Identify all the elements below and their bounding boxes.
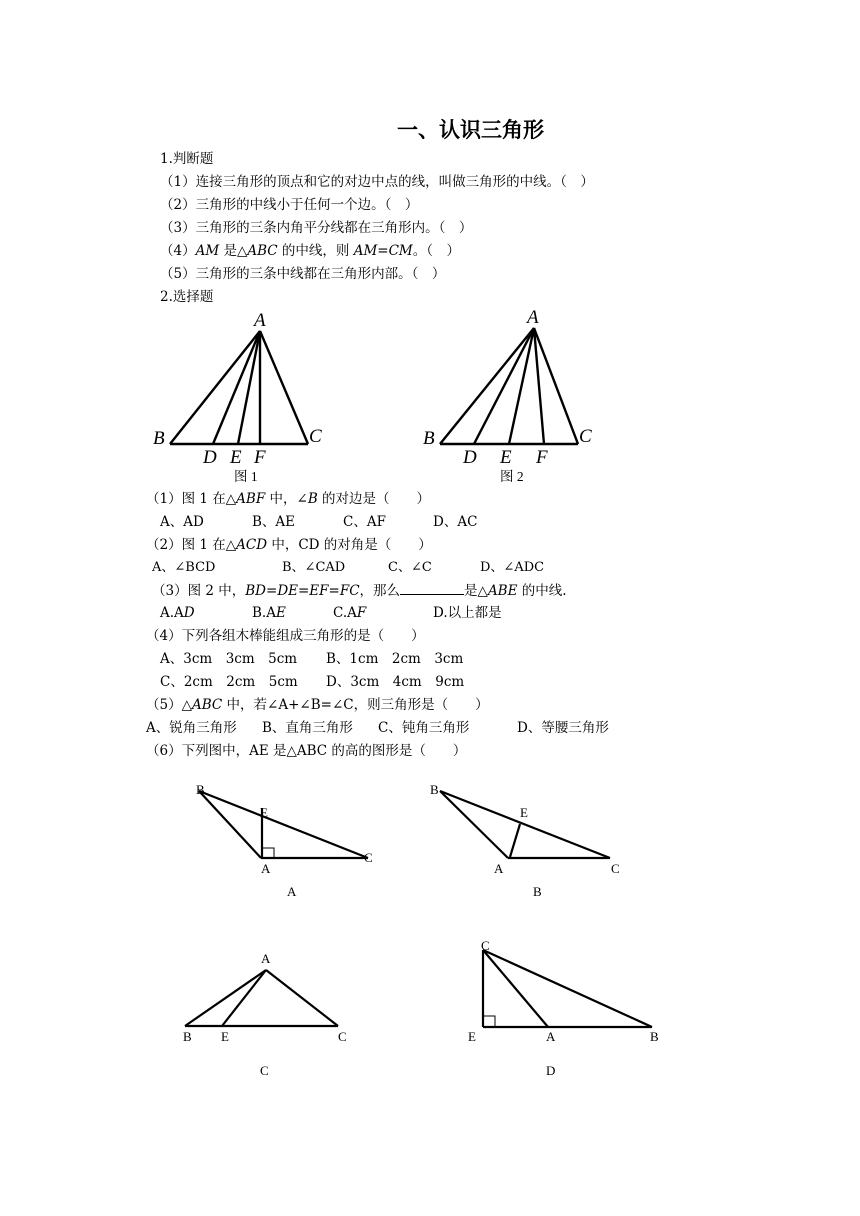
fig2-label-b: B (423, 428, 435, 449)
fig2-label-c: C (579, 426, 592, 447)
fig1-label-f: F (254, 447, 266, 468)
qb-label-e: E (520, 805, 528, 820)
s2-q5-opt-d: D、等腰三角形 (517, 720, 609, 736)
qd-caption: D (546, 1063, 556, 1078)
qb-label-a: A (494, 861, 504, 876)
s2-q3-opt-a: A.AD (160, 605, 195, 621)
section1-heading: 1.判断题 (160, 151, 214, 167)
s2-q3: （3）图 2 中，BD=DE=EF=FC，那么 是△ABE 的中线. (152, 583, 567, 599)
qa-label-b: B (196, 782, 205, 797)
s2-q6: （6）下列图中，AE 是△ABC 的高的图形是（ ） (146, 743, 467, 759)
s2-q4-opt-d: D、3cm 4cm 9cm (326, 674, 465, 690)
fig2-label-d: D (463, 447, 477, 468)
qc-label-c: C (338, 1029, 347, 1044)
qc-label-b: B (183, 1029, 192, 1044)
s1-q3: （3）三角形的三条内角平分线都在三角形内。（ ） (160, 220, 473, 236)
s1-q5: （5）三角形的三条中线都在三角形内部。（ ） (160, 266, 446, 282)
fig2-label-e: E (500, 447, 512, 468)
s2-q2-opt-c: C、∠C (388, 560, 432, 575)
qa-label-a: A (261, 861, 271, 876)
q6-figure-c (175, 948, 375, 1083)
section2-heading: 2.选择题 (160, 289, 214, 305)
qc-caption: C (260, 1063, 269, 1078)
s1-q2: （2）三角形的中线小于任何一个边。（ ） (160, 197, 419, 213)
figure-2 (420, 302, 610, 485)
figure-1 (150, 305, 340, 485)
fig1-label-d: D (203, 447, 217, 468)
s2-q2-opt-b: B、∠CAD (282, 560, 346, 575)
q6-figure-d (465, 935, 675, 1085)
s2-q3-opt-b: B.AE (252, 605, 286, 621)
s2-q5: （5）△ABC 中，若∠A+∠B=∠C，则三角形是（ ） (146, 697, 489, 713)
fig1-label-b: B (153, 428, 165, 449)
fig2-caption: 图 2 (500, 469, 524, 484)
s2-q4-opt-c: C、2cm 2cm 5cm (160, 674, 298, 690)
s2-q4: （4）下列各组木棒能组成三角形的是（ ） (146, 628, 425, 644)
s2-q4-opt-b: B、1cm 2cm 3cm (326, 651, 464, 667)
qb-label-c: C (611, 861, 620, 876)
fig1-label-a: A (254, 310, 266, 331)
fig2-label-a: A (527, 307, 539, 328)
s1-q4: （4）AM 是△ABC 的中线，则 AM=CM。（ ） (160, 243, 460, 259)
s2-q5-opt-b: B、直角三角形 (262, 720, 353, 736)
s2-q4-opt-a: A、3cm 3cm 5cm (160, 651, 298, 667)
q6-figure-a (185, 778, 385, 903)
fig1-caption: 图 1 (234, 469, 258, 484)
s2-q1: （1）图 1 在△ABF 中，∠B 的对边是（ ） (146, 491, 431, 507)
qd-label-b: B (650, 1029, 659, 1044)
answer-blank (400, 582, 464, 595)
s2-q1-opt-c: C、AF (343, 514, 386, 530)
s2-q1-opt-a: A、AD (160, 514, 204, 530)
qa-label-c: C (364, 850, 373, 865)
qa-label-e: E (260, 805, 268, 820)
qd-label-c: C (481, 938, 490, 953)
page-title: 一、认识三角形 (397, 118, 544, 142)
q6-figure-b (420, 778, 630, 903)
qc-label-e: E (221, 1029, 229, 1044)
s1-q1: （1）连接三角形的顶点和它的对边中点的线，叫做三角形的中线。（ ） (160, 174, 594, 190)
s2-q2-opt-a: A、∠BCD (152, 560, 216, 575)
fig2-label-f: F (536, 447, 548, 468)
fig1-label-c: C (309, 426, 322, 447)
qc-label-a: A (261, 951, 271, 966)
s2-q3-opt-d: D.以上都是 (433, 605, 502, 621)
fig1-label-e: E (230, 447, 242, 468)
s2-q5-opt-a: A、锐角三角形 (146, 720, 237, 736)
s2-q2: （2）图 1 在△ACD 中，CD 的对角是（ ） (146, 537, 432, 553)
qd-label-e: E (468, 1029, 476, 1044)
qa-caption: A (287, 884, 297, 899)
s2-q5-opt-c: C、钝角三角形 (378, 720, 470, 736)
s2-q1-opt-b: B、AE (252, 514, 296, 530)
qb-label-b: B (430, 782, 439, 797)
s2-q1-opt-d: D、AC (433, 514, 478, 530)
s2-q3-opt-c: C.AF (333, 605, 367, 621)
s2-q2-opt-d: D、∠ADC (480, 560, 545, 575)
qd-label-a: A (546, 1029, 556, 1044)
qb-caption: B (533, 884, 542, 899)
